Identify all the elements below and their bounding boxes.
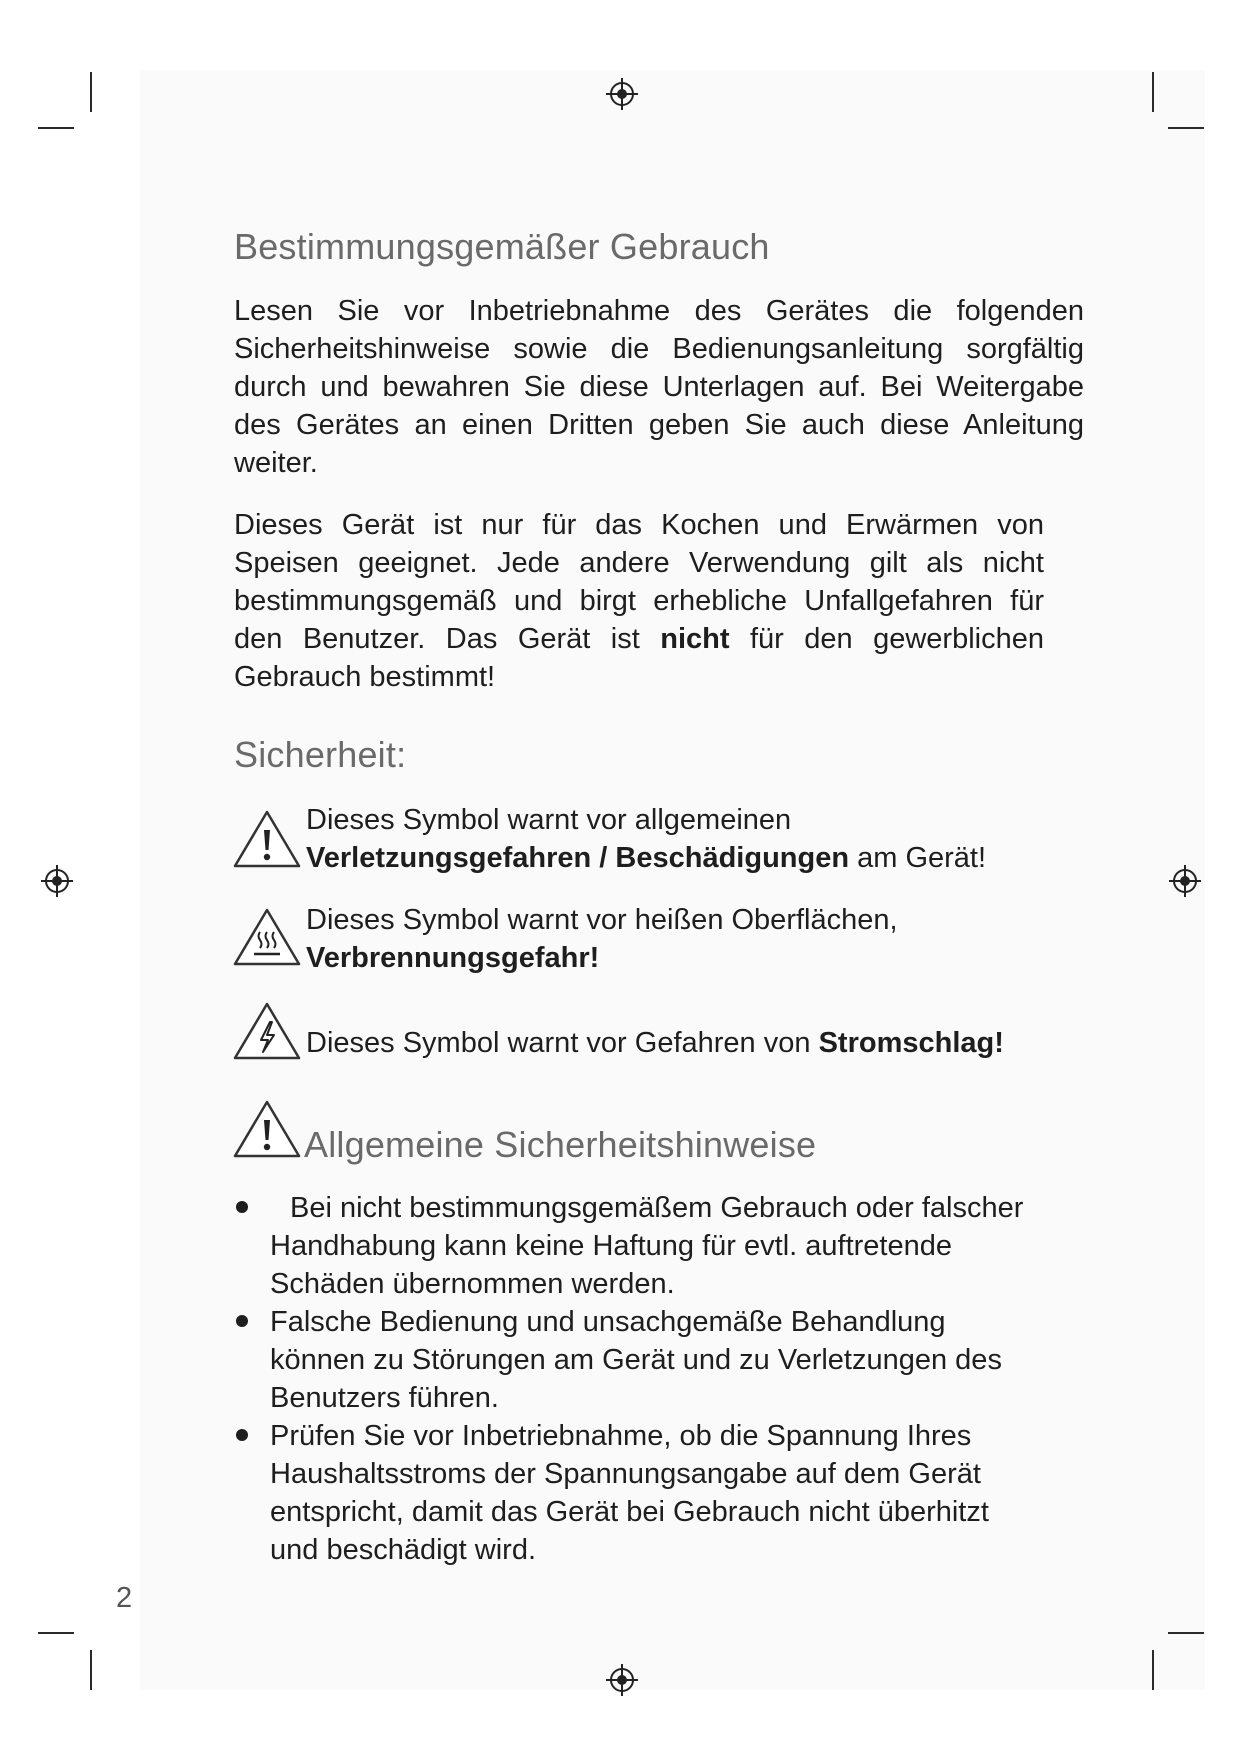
symbol-emphasis: Stromschlag!: [818, 1027, 1004, 1059]
registration-mark-icon: [605, 1663, 639, 1697]
crop-mark: [38, 127, 74, 129]
general-warning-icon: [232, 1098, 302, 1160]
symbol-line: Dieses Symbol warnt vor Gefahren von: [306, 1027, 819, 1059]
bullet-point: [236, 1429, 248, 1441]
symbol-line-end: am Gerät!: [849, 842, 987, 874]
bullet-point: [236, 1315, 248, 1327]
crop-mark: [1168, 1632, 1204, 1634]
symbol-line: Dieses Symbol warnt vor allgemeinen: [306, 804, 792, 836]
crop-mark: [1152, 72, 1154, 112]
registration-mark-icon: [1168, 864, 1202, 898]
symbol-description-hot-surface: [306, 901, 898, 977]
registration-mark-icon: [40, 864, 74, 898]
emphasis-text: nicht: [660, 623, 730, 655]
hot-surface-warning-icon: [232, 906, 302, 968]
section-heading-general-safety: Allgemeine Sicherheitshinweise: [304, 1124, 817, 1165]
crop-mark: [1168, 127, 1204, 129]
registration-mark-icon: [605, 77, 639, 111]
symbol-emphasis: Verbrennungsgefahr!: [306, 942, 600, 974]
section-heading-intended-use: Bestimmungsgemäßer Gebrauch: [234, 226, 770, 267]
intended-use-paragraph-1: Lesen Sie vor Inbetriebnahme des Gerätes die folgenden Sicherheitshinweise sowie die Bedienungsanleitung sorgfältig durch und bewahren Sie diese Unterlagen auf. Bei Weitergabe des Gerätes an einen Dritten geben Sie auch diese Anleitung weiter.: [234, 295, 1084, 479]
intended-use-paragraph-2: [234, 506, 1044, 696]
crop-mark: [38, 1632, 74, 1634]
list-item: Bei nicht bestimmungsgemäßem Gebrauch oder falscher Handhabung kann keine Haftung für evtl. auftretende Schäden übernommen werden.: [270, 1192, 1024, 1300]
crop-mark: [90, 1650, 92, 1690]
page-number: 2: [116, 1582, 133, 1614]
paragraph-text: für den gewerblichen Gebrauch bestimmt!: [234, 623, 1044, 693]
crop-mark: [90, 72, 92, 112]
crop-mark: [1152, 1650, 1154, 1690]
section-heading-safety: Sicherheit:: [234, 734, 407, 775]
symbol-description-electric-shock: [306, 1024, 1004, 1062]
electric-shock-warning-icon: [232, 1000, 302, 1062]
bullet-point: [236, 1201, 248, 1213]
general-warning-icon: [232, 808, 302, 870]
paragraph-text: Dieses Gerät ist nur für das Kochen und Erwärmen von Speisen geeignet. Jede andere Verwendung gilt als nicht bestimmungsgemäß und birgt erhebliche Unfallgefahren für den Benutzer. Das Gerät ist: [234, 509, 1044, 655]
list-item: Prüfen Sie vor Inbetriebnahme, ob die Spannung Ihres Haushaltsstroms der Spannungsangabe auf dem Gerät entspricht, damit das Gerät bei Gebrauch nicht überhitzt und beschädigt wird.: [270, 1420, 989, 1566]
symbol-line: Dieses Symbol warnt vor heißen Oberflächen,: [306, 904, 898, 936]
symbol-description-general: [306, 801, 986, 877]
symbol-emphasis: Verletzungsgefahren / Beschädigungen: [306, 842, 850, 874]
list-item: Falsche Bedienung und unsachgemäße Behandlung können zu Störungen am Gerät und zu Verletzungen des Benutzers führen.: [270, 1306, 1002, 1414]
